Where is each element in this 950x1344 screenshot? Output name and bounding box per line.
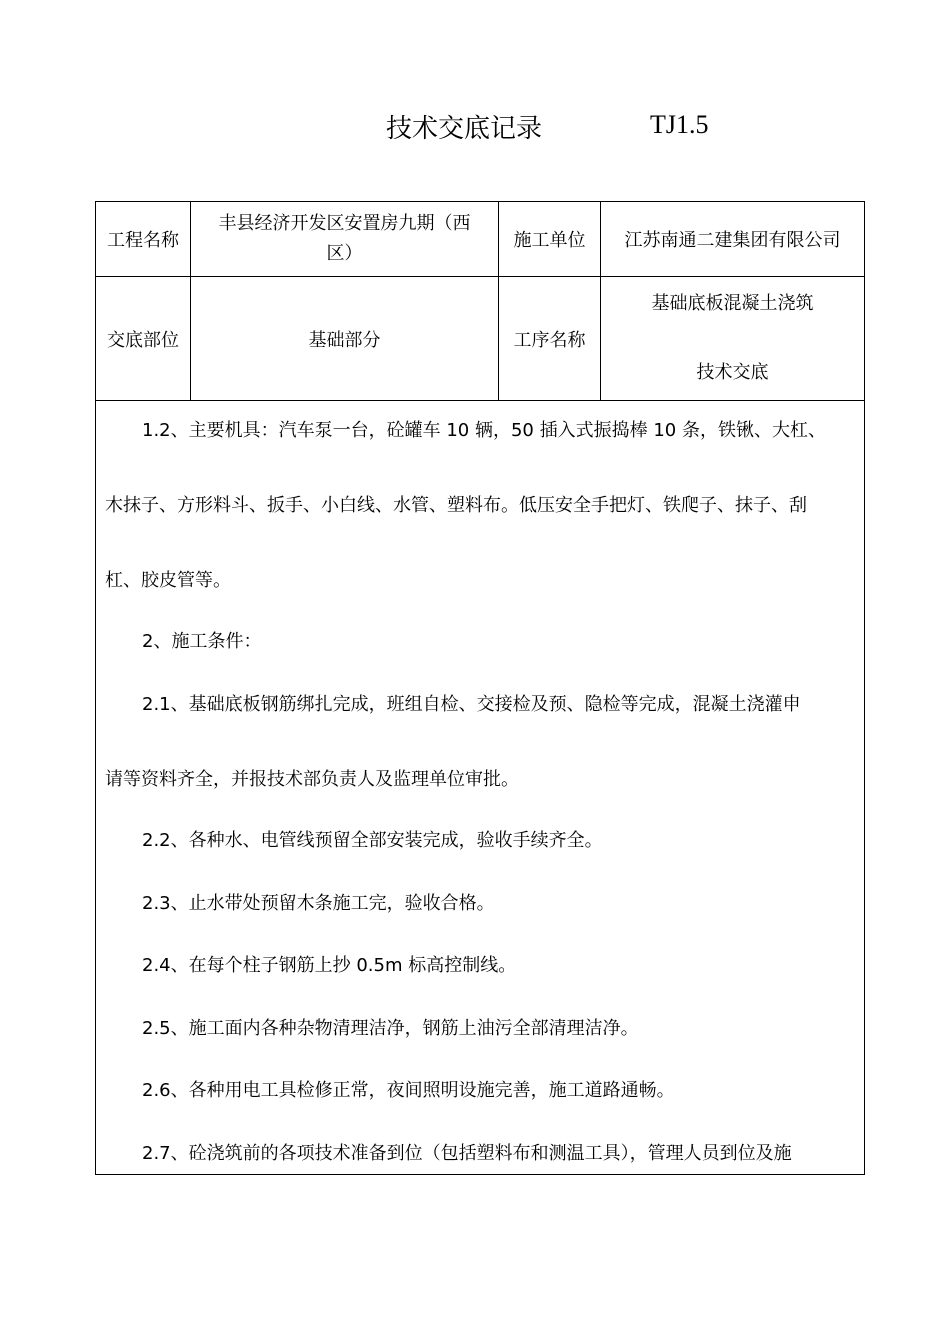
disclosure-table [95,201,865,1175]
content-line-12: 2.7、砼浇筑前的各项技术准备到位（包括塑料布和测温工具），管理人员到位及施 [142,1143,792,1164]
content-line-2: 木抹子、方形料斗、扳手、小白线、水管、塑料布。低压安全手把灯、铁爬子、抹子、刮 [105,495,807,516]
project-name-value [191,202,498,276]
contractor-label: 施工单位 [513,230,586,251]
content-line-4: 2、施工条件： [142,631,262,652]
disclosure-part-value: 基础部分 [308,329,381,351]
content-line-5: 2.1、基础底板钢筋绑扎完成，班组自检、交接检及预、隐检等完成，混凝土浇灌申 [142,694,801,715]
content-line-11: 2.6、各种用电工具检修正常，夜间照明设施完善，施工道路通畅。 [142,1080,675,1101]
content-line-10: 2.5、施工面内各种杂物清理洁净，钢筋上油污全部清理洁净。 [142,1018,639,1039]
process-name-value [601,277,864,400]
document-title: 技术交底记录 [386,114,543,144]
content-line-1: 1.2、主要机具：汽车泵一台，砼罐车 10 辆，50 插入式振捣棒 10 条，铁锹、大杠、 [142,420,826,441]
content-line-7: 2.2、各种水、电管线预留全部安装完成，验收手续齐全。 [142,830,603,851]
disclosure-part-label: 交底部位 [107,329,179,351]
content-line-6: 请等资料齐全，并报技术部负责人及监理单位审批。 [105,769,519,790]
content-line-9: 2.4、在每个柱子钢筋上抄 0.5m 标高控制线。 [142,955,517,976]
content-line-8: 2.3、止水带处预留木条施工完，验收合格。 [142,893,495,914]
project-name-value-line2: 区） [326,243,363,264]
process-name-value-line1: 基础底板混凝土浇筑 [651,293,814,314]
project-name-label: 工程名称 [107,230,179,251]
content-line-3: 杠、胶皮管等。 [105,570,231,591]
project-name-value-line1: 丰县经济开发区安置房九期（西 [218,213,471,234]
process-name-label: 工序名称 [513,329,586,351]
process-name-value-line2: 技术交底 [696,362,769,383]
document-code: TJ1.5 [650,110,709,139]
row-divider-2 [96,400,864,401]
contractor-value: 江苏南通二建集团有限公司 [624,230,841,251]
